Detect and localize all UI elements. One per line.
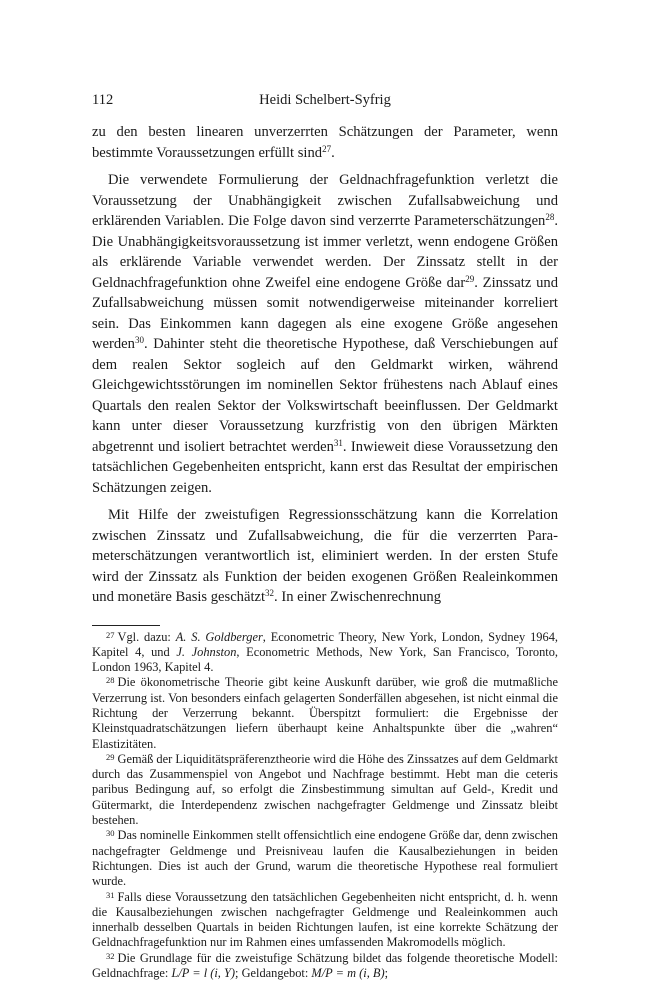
footnote-27-author-1: A. S. Goldberger: [175, 629, 263, 644]
body-text: [92, 122, 558, 608]
page-number: 112: [92, 92, 114, 108]
footnote-29-mark: 29: [106, 751, 115, 762]
footnote-30-mark: 30: [106, 828, 115, 839]
footnote-ref-27[interactable]: 27: [322, 143, 332, 154]
paragraph-3: [92, 505, 558, 608]
footnote-32-text-a: Die Grundlage für die zweistufige Schätzung bildet das folgende theoretische Modell: Geldnachfrage:: [92, 950, 558, 981]
running-header: [92, 92, 558, 114]
footnote-32-equation-demand: L/P = l (i, Y): [171, 966, 236, 981]
paragraph-2-text-a: Die verwendete Formulierung der Geldnachfragefunktion verletzt die Voraussetzung der Unabhängigkeit zwischen Zufallsabweichung und erklärenden Variablen. Die Folge davon sind verzerrte Parameterschätzungen: [92, 172, 558, 229]
footnote-30-text: Das nominelle Einkommen stellt offensichtlich eine endogene Größe dar, denn zwischen nachgefragter Geldmenge und Preisniveau laufen die Kausalbeziehungen in beiden Richtungen. Dies ist auch der Grund, warum die theoretische Hypothese real formuliert wurde.: [92, 828, 558, 889]
paragraph-3-text-a: Mit Hilfe der zweistufigen Regressionsschätzung kann die Korrelation zwischen Zinssatz und Zufallsabweichung, die für die verzerrten Parameterschätzungen verantwortlich ist, eliminiert werden. In der ersten Stufe wird der Zinssatz als Funktion der beiden exogenen Größen Realeinkommen und monetäre Basis geschätzt: [92, 507, 558, 605]
footnotes: [92, 630, 558, 982]
paragraph-1-end: .: [331, 144, 335, 161]
paragraph-2-text-e: . Inwieweit diese Voraussetzung den tatsächlichen Gegebenheiten entspricht, kann erst das Resultat der empirischen Schätzungen zeigen.: [92, 438, 558, 496]
footnote-28-text: Die ökonometrische Theorie gibt keine Auskunft darüber, wie groß die mutmaßliche Verzerrung ist. Von besonders einfach gelagerten Sonderfällen abgesehen, ist nicht einmal die Richtung der Verzerrung bekannt. Überspitzt formuliert: die Ergebnisse der Kleinstquadratschätzungen liefern überhaupt keine Anhaltspunkte über die „wahren“ Elastizitäten.: [92, 675, 558, 751]
footnote-32-mark: 32: [106, 950, 115, 961]
paragraph-2-text-c: . Zinssatz und Zufallsabweichung müssen somit notwendigerweise miteinander korreliert sein. Das Einkommen kann dagegen als eine exogene Größe angesehen werden: [92, 274, 558, 352]
paragraph-2-text-b: . Die Unabhängigkeitsvoraussetzung ist immer verletzt, wenn endogene Größen als erklärende Variable verwendet werden. Der Zinssatz stellt in der Geldnachfragefunktion ohne Zweifel eine endogene Größe dar: [92, 213, 558, 291]
footnote-ref-29[interactable]: 29: [465, 273, 475, 284]
footnote-ref-28[interactable]: 28: [545, 212, 555, 222]
footnote-27-text-a: Vgl. dazu:: [117, 629, 176, 644]
footnote-32: [92, 951, 558, 982]
footnote-divider: [92, 625, 160, 626]
footnote-ref-31[interactable]: 31: [333, 437, 343, 448]
footnote-ref-30[interactable]: 30: [134, 335, 144, 345]
footnote-30: [92, 828, 558, 889]
footnote-27-author-2: J. Johnston: [176, 644, 237, 659]
footnote-29: [92, 752, 558, 828]
paragraph-2: [92, 170, 558, 498]
footnote-28-mark: 28: [106, 675, 115, 686]
header-author: Heidi Schelbert-Syfrig: [259, 92, 391, 108]
paragraph-1-text: zu den besten linearen unverzerrten Schätzungen der Parameter, wenn bestimmte Voraussetzungen erfüllt sind: [92, 124, 558, 161]
footnote-31-mark: 31: [106, 889, 115, 900]
footnote-32-text-b: ; Geldangebot:: [235, 966, 312, 981]
book-page: [92, 92, 558, 981]
footnote-27: [92, 630, 558, 676]
footnote-28: [92, 675, 558, 751]
footnote-27-mark: 27: [106, 629, 115, 640]
footnote-ref-32[interactable]: 32: [265, 588, 275, 598]
footnote-31: [92, 890, 558, 951]
footnote-29-text: Gemäß der Liquiditätspräferenztheorie wird die Höhe des Zinssatzes auf dem Geldmarkt durch das Zusammenspiel von Angebot und Nachfrage bestimmt. Hebt man die ceteris paribus Bedingung auf, so erfolgt die Zinsbestimmung simultan auf Geld-, Kredit und Gütermarkt, die Interdependenz zwischen nachgefragter Geldmenge und Zinssatz bleibt bestehen.: [92, 751, 558, 828]
paragraph-3-text-b: . In einer Zwischenrechnung: [274, 589, 441, 605]
footnote-32-equation-supply: M/P = m (i, B): [311, 966, 385, 981]
footnote-27-text-c: , Econometric Methods, New York, San Francisco, Toronto, London 1963, Kapitel 4.: [92, 644, 558, 675]
footnote-32-text-c: ;: [384, 966, 389, 981]
footnote-27-text-b: , Econometric Theory, New York, London, Sydney 1964, Kapitel 4, und: [92, 629, 558, 659]
paragraph-2-text-d: . Dahinter steht die theoretische Hypothese, daß Verschiebungen auf dem realen Sektor sogleich auf den Geldmarkt wirken, während Gleichgewichtsstörungen im nominellen Sektor frühestens nach Ablauf eines Quartals den realen Sektor der Volkswirtschaft beeinflussen. Der Geldmarkt kann unter dieser Voraussetzung kurzfristig von den übrigen Märkten abgetrennt und isoliert betrachtet werden: [92, 336, 558, 455]
paragraph-1: [92, 122, 558, 163]
footnote-31-text: Falls diese Voraussetzung den tatsächlichen Gegebenheiten nicht entspricht, d. h. wenn die Kausalbeziehungen zwischen nachgefragter Geldmenge und Realeinkommen auch innerhalb desselben Quartals in beiden Richtungen laufen, ist eine korrekte Schätzung der Geldnachfragefunktion nur im Rahmen eines umfassenden Makromodells möglich.: [92, 889, 558, 950]
